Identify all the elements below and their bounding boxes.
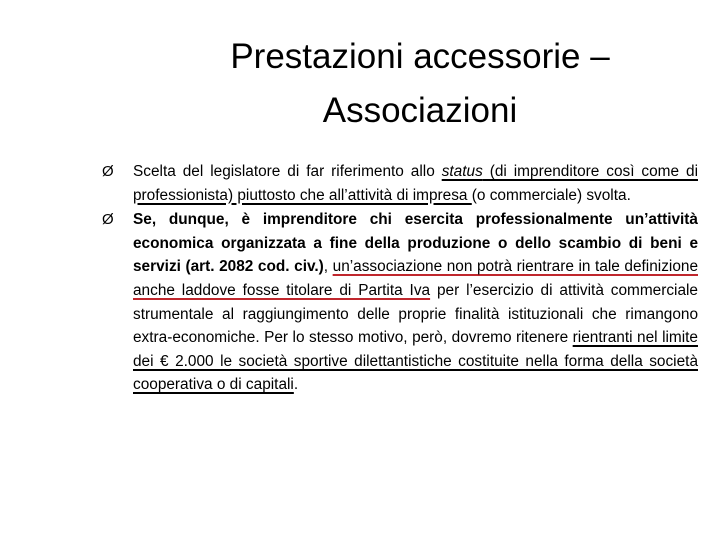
bullet-2-black-underlined-text: rientranti nel limite dei € 2.000 le società sportive dilettantistiche costituite nella forma della società cooperativa o di capitali (133, 329, 698, 394)
bullet-2-text-tail: . (293, 376, 299, 394)
arrow-bullet-icon: Ø (102, 211, 114, 229)
slide-title-line-2: Associazioni (322, 91, 518, 130)
slide-body (102, 160, 698, 398)
arrow-bullet-icon: Ø (102, 163, 114, 180)
bullet-2-red-underlined-text: un’associazione non potrà rientrare in tale definizione anche laddove fosse titolare di Partita Iva (133, 258, 698, 299)
bullet-1-text-tail: (o commerciale) svolta. (471, 186, 631, 204)
bullet-item-2 (102, 208, 698, 397)
slide-title-line-1: Prestazioni accessorie – (230, 37, 610, 76)
slide-title (120, 30, 720, 138)
bullet-1-status-term: status (441, 163, 483, 180)
bullet-1-text-lead: Scelta del legislatore di far riferimento allo (133, 163, 442, 180)
bullet-2-separator: , (323, 258, 333, 276)
bullet-2-bold-text: Se, dunque, è imprenditore chi esercita professionalmente un’attività economica organizzata a fine della produzione o dello scambio di beni e servizi (art. 2082 cod. civ.) (133, 211, 698, 276)
bullet-item-1 (102, 160, 698, 207)
bullet-1-underlined-text: (di imprenditore così come di professionista) piuttosto che all’attività di impresa (133, 163, 698, 204)
bullet-2-text-middle: per l’esercizio di attività commerciale strumentale al raggiungimento delle proprie finalità istituzionali che rimangono extra-economiche. Per lo stesso motivo, però, dovremo ritenere (133, 281, 698, 347)
